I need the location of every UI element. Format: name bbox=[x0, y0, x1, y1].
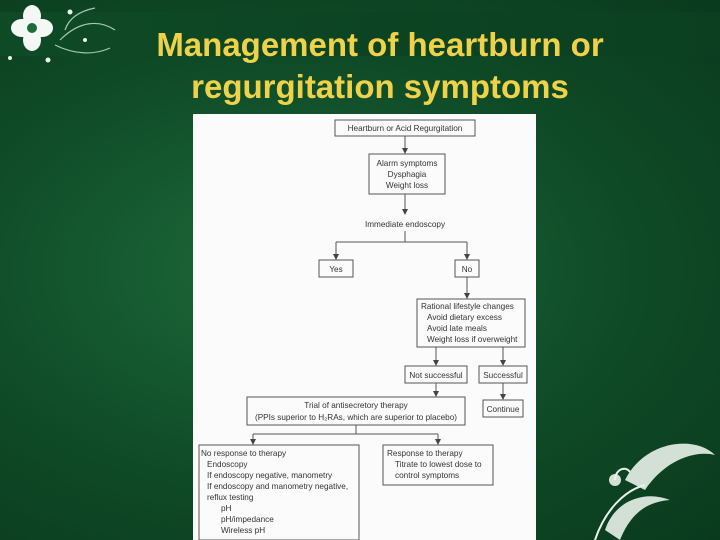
no-response-label-1: No response to therapy bbox=[201, 449, 287, 458]
no-response-label-5: reflux testing bbox=[207, 493, 254, 502]
alarm-label-3: Weight loss bbox=[385, 181, 429, 190]
response-label-3: control symptoms bbox=[395, 471, 460, 480]
lifestyle-label-1: Rational lifestyle changes bbox=[421, 302, 514, 311]
response-label-1: Response to therapy bbox=[387, 449, 463, 458]
continue-label: Continue bbox=[486, 405, 520, 414]
no-label: No bbox=[461, 265, 473, 274]
no-response-label-8: Wireless pH bbox=[221, 526, 266, 535]
slide-title bbox=[110, 24, 650, 108]
lifestyle-label-4: Weight loss if overweight bbox=[427, 335, 518, 344]
no-response-label-7: pH/impedance bbox=[221, 515, 274, 524]
successful-label: Successful bbox=[483, 371, 523, 380]
title-line-2: regurgitation symptoms bbox=[191, 68, 569, 105]
title-line-1: Management of heartburn or bbox=[156, 26, 604, 63]
clover-ornament-icon bbox=[0, 0, 120, 80]
no-response-label-3: If endoscopy negative, manometry bbox=[207, 471, 333, 480]
endoscopy-label: Immediate endoscopy bbox=[364, 220, 446, 229]
lifestyle-label-3: Avoid late meals bbox=[427, 324, 487, 333]
no-response-label-2: Endoscopy bbox=[207, 460, 248, 469]
not-successful-label: Not successful bbox=[409, 371, 463, 380]
yes-label: Yes bbox=[329, 265, 343, 274]
no-response-label-6: pH bbox=[221, 504, 232, 513]
alarm-label-1: Alarm symptoms bbox=[376, 159, 438, 168]
start-label: Heartburn or Acid Regurgitation bbox=[347, 124, 463, 133]
alarm-label-2: Dysphagia bbox=[387, 170, 427, 179]
no-response-label-4: If endoscopy and manometry negative, bbox=[207, 482, 349, 491]
response-label-2: Titrate to lowest dose to bbox=[395, 460, 482, 469]
swirl-ornament-icon bbox=[585, 420, 720, 540]
lifestyle-label-2: Avoid dietary excess bbox=[427, 313, 502, 322]
trial-label-2: (PPIs superior to H₂RAs, which are superior to placebo) bbox=[254, 413, 458, 422]
trial-label-1: Trial of antisecretory therapy bbox=[304, 401, 408, 410]
flowchart-image bbox=[193, 114, 536, 540]
